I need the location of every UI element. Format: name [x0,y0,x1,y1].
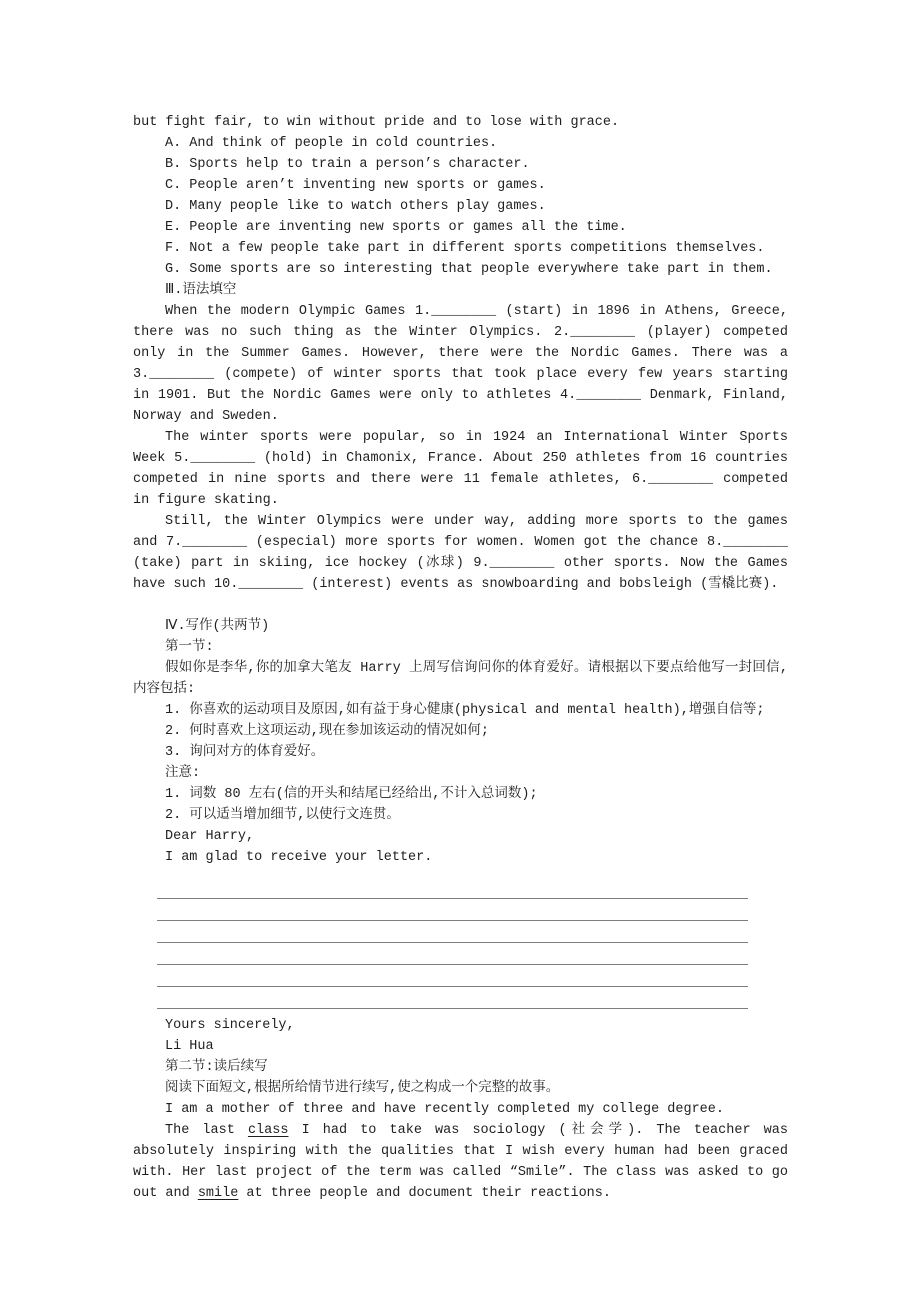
letter-greeting: Dear Harry, [165,829,255,844]
option-b: B. Sports help to train a person’s character. [165,157,530,172]
option-c: C. People aren’t inventing new sports or games. [165,178,546,193]
blank-line [133,595,788,616]
note-2: 2. 可以适当增加细节,以使行文连贯。 [165,808,400,823]
answer-line [157,899,748,921]
story-paragraph-2: The last class I had to take was sociology (社会学). The teacher was absolutely inspiring with the qualities that I wish every human had been graced with. Her last project of the term was called “Smile”. The class was asked to go out and smile at three people and document their reactions. [133,1123,788,1201]
letter-closing: Yours sincerely, [165,1018,295,1033]
option-e: E. People are inventing new sports or games all the time. [165,220,627,235]
letter-opening: I am glad to receive your letter. [165,850,433,865]
writing-point-3: 3. 询问对方的体育爱好。 [165,745,325,760]
writing-point-2: 2. 何时喜欢上这项运动,现在参加该运动的情况如何; [165,724,490,739]
answer-line [157,965,748,987]
answer-line [157,943,748,965]
option-g: G. Some sports are so interesting that people everywhere take part in them. [165,262,773,277]
underlined-word: class [247,1123,289,1138]
paragraph-fight-fair: but fight fair, to win without pride and to lose with grace. [133,115,620,130]
writing-task-intro: 假如你是李华,你的加拿大笔友 Harry 上周写信询问你的体育爱好。请根据以下要点给他写一封回信,内容包括: [133,661,788,697]
option-d: D. Many people like to watch others play games. [165,199,546,214]
continuation-instructions: 阅读下面短文,根据所给情节进行续写,使之构成一个完整的故事。 [165,1081,560,1096]
writing-point-1: 1. 你喜欢的运动项目及原因,如有益于身心健康(physical and mental health),增强自信等; [165,703,765,718]
note-1: 1. 词数 80 左右(信的开头和结尾已经给出,不计入总词数); [165,787,538,802]
notes-label: 注意: [165,766,201,781]
heading-part-two: 第二节:读后续写 [165,1060,268,1075]
grammar-paragraph-2: The winter sports were popular, so in 1924 an International Winter Sports Week 5.________ (hold) in Chamonix, France. About 250 athletes from 16 countries competed in nine sports and there were 11 female athletes, 6.________ competed in figure skating. [133,430,788,508]
answer-line [157,877,748,899]
answer-lines [157,877,788,1009]
underlined-word: smile [197,1186,239,1201]
option-f: F. Not a few people take part in different sports competitions themselves. [165,241,765,256]
option-a: A. And think of people in cold countries. [165,136,498,151]
grammar-paragraph-3: Still, the Winter Olympics were under way, adding more sports to the games and 7.________ (especial) more sports for women. Women got the chance 8.________ (take) part in skiing, ice hockey (冰球) 9.________ other sports. Now the Games have such 10.________ (interest) events as snowboarding and bobsleigh (雪橇比赛). [133,514,788,592]
answer-line [157,921,748,943]
letter-signature: Li Hua [165,1039,214,1054]
heading-grammar-section: Ⅲ.语法填空 [165,283,237,298]
grammar-paragraph-1: When the modern Olympic Games 1.________ (start) in 1896 in Athens, Greece, there was no such thing as the Winter Olympics. 2.________ (player) competed only in the Summer Games. However, there were the Nordic Games. There was a 3.________ (compete) of winter sports that took place every few years starting in 1901. But the Nordic Games were only to athletes 4.________ Denmark, Finland, Norway and Sweden. [133,304,788,424]
heading-writing-section: Ⅳ.写作(共两节) [165,619,270,634]
answer-line [157,987,748,1009]
heading-part-one: 第一节: [165,640,214,655]
story-paragraph-1: I am a mother of three and have recently completed my college degree. [165,1102,724,1117]
